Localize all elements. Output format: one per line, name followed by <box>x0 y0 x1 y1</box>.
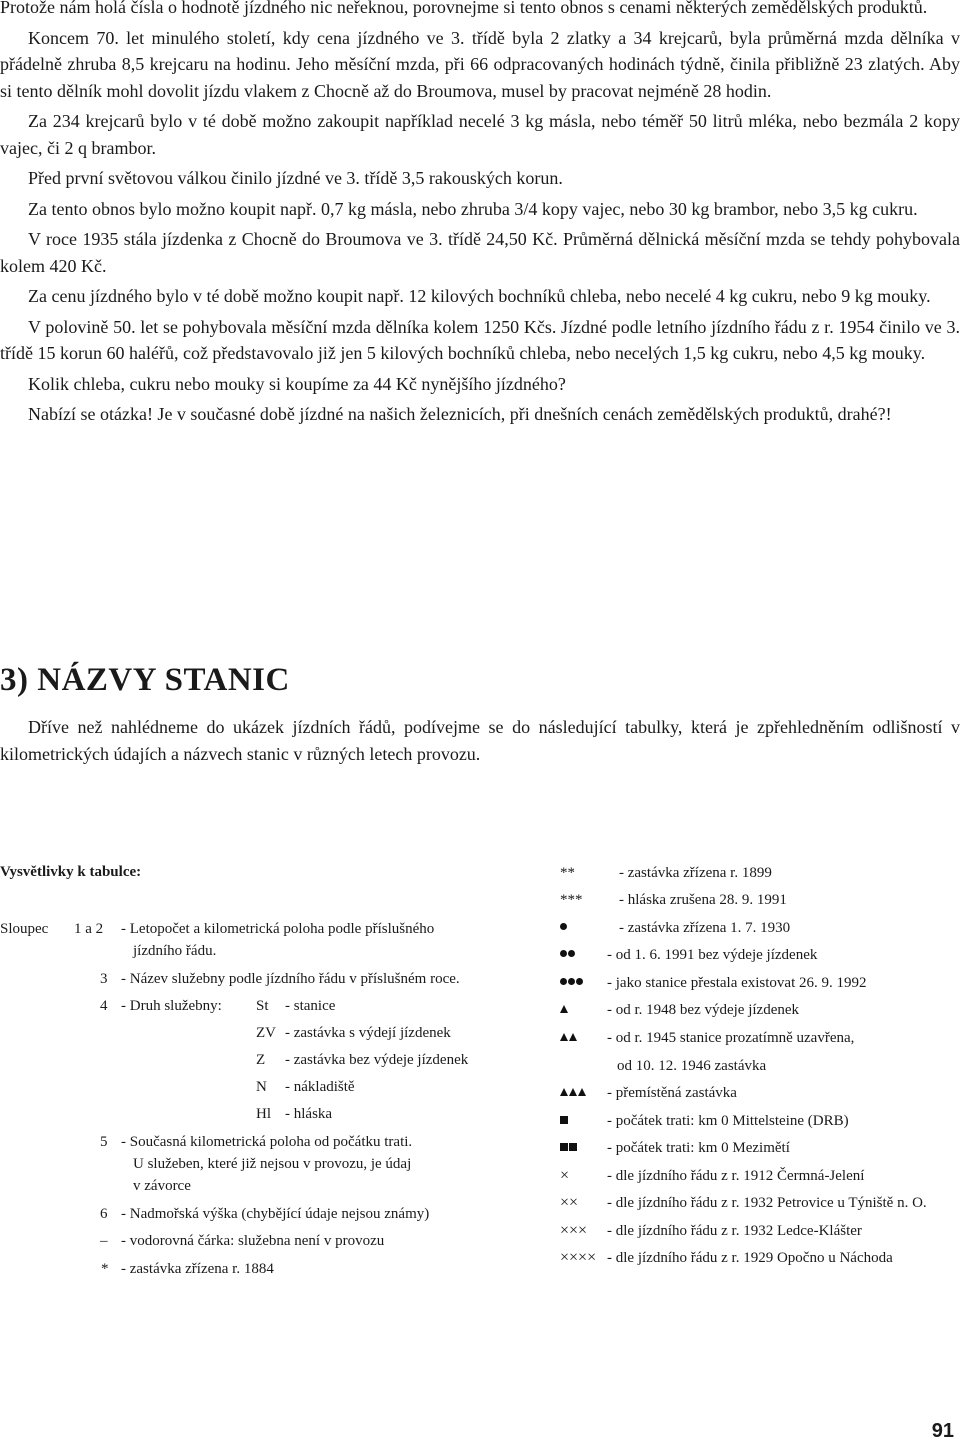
square-symbol <box>560 1112 610 1130</box>
symbol-desc: - počátek trati: km 0 Mittelsteine (DRB) <box>607 1113 849 1129</box>
dash-symbol: – <box>100 1233 108 1249</box>
station-type-code: Hl <box>256 1106 271 1122</box>
symbol-desc: - hláska zrušena 28. 9. 1991 <box>619 892 787 908</box>
paragraph: V roce 1935 stála jízdenka z Chocně do Broumova ve 3. třídě 24,50 Kč. Průměrná dělnická měsíční mzda se tehdy pohybovala kolem 420 Kč. <box>0 229 960 276</box>
triple-cross-symbol: ××× <box>560 1222 588 1239</box>
triple-triangle-symbol <box>560 1084 610 1102</box>
legend-column-word: Sloupec <box>0 921 49 937</box>
symbol-desc: - jako stanice přestala existovat 26. 9. 1992 <box>607 975 867 991</box>
legend-col-text: U služeben, které již nejsou v provozu, je údaj <box>133 1156 412 1172</box>
paragraph: Za cenu jízdného bylo v té době možno koupit např. 12 kilových bochníků chleba, nebo necelé 4 kg cukru, nebo 9 kg mouky. <box>28 286 931 306</box>
double-cross-symbol: ×× <box>560 1194 579 1211</box>
legend-col-text: - Název služebny podle jízdního řádu v příslušném roce. <box>121 971 460 987</box>
legend-col-num: 1 a 2 <box>74 921 104 937</box>
symbol-desc: - přemístěná zastávka <box>607 1085 737 1101</box>
cross-symbol: × <box>560 1167 570 1184</box>
paragraph: Nabízí se otázka! Je v současné době jízdné na našich železnicích, při dnešních cenách zemědělských produktů, drahé?! <box>28 404 892 424</box>
quadruple-cross-symbol: ×××× <box>560 1249 597 1266</box>
station-type-desc: - stanice <box>285 998 336 1014</box>
body-text <box>0 0 960 432</box>
legend-col-text: - Nadmořská výška (chybějící údaje nejsou známy) <box>121 1206 430 1222</box>
paragraph: Protože nám holá čísla o hodnotě jízdného nic neřeknou, porovnejme si tento obnos s cenami některých zemědělských produktů. <box>0 0 928 17</box>
legend-col-text: - Současná kilometrická poloha od počátku trati. <box>121 1134 413 1150</box>
section-heading: 3) NÁZVY STANIC <box>0 662 290 698</box>
double-triangle-symbol <box>560 1029 610 1047</box>
symbol-desc: - zastávka zřízena r. 1899 <box>619 865 772 881</box>
station-type-code: ZV <box>256 1025 276 1041</box>
legend-col-text: - zastávka zřízena r. 1884 <box>121 1261 274 1277</box>
station-type-desc: - zastávka s výdejí jízdenek <box>285 1025 451 1041</box>
paragraph: Za tento obnos bylo možno koupit např. 0,7 kg másla, nebo zhruba 3/4 kopy vajec, nebo 30 kg brambor, nebo 3,5 kg cukru. <box>28 198 918 219</box>
paragraph: Kolik chleba, cukru nebo mouky si koupíme za 44 Kč nynějšího jízdného? <box>28 373 566 394</box>
triple-dot-symbol <box>560 974 610 992</box>
legend-col-text: - Druh služebny: <box>121 998 222 1014</box>
legend-col-text: - vodorovná čárka: služebna není v provozu <box>121 1233 385 1249</box>
symbol-desc: - od 1. 6. 1991 bez výdeje jízdenek <box>607 947 818 963</box>
symbol-desc: - od r. 1948 bez výdeje jízdenek <box>607 1002 800 1018</box>
symbol-desc: - dle jízdního řádu z r. 1929 Opočno u Náchoda <box>607 1250 893 1266</box>
double-square-symbol <box>560 1139 610 1157</box>
double-dot-symbol <box>560 946 610 964</box>
paragraph: V polovině 50. let se pohybovala měsíční mzda dělníka kolem 1250 Kčs. Jízdné podle letního jízdního řádu z r. 1954 činilo ve 3. třídě 15 korun 60 haléřů, což představovalo již jen 5 kilových bochníků chleba, nebo necelých 1,5 kg cukru, nebo 4,5 kg mouky. <box>0 316 960 363</box>
station-type-code: Z <box>256 1052 266 1068</box>
section-intro: Dříve než nahlédneme do ukázek jízdních řádů, podívejme se do následující tabulky, která je zpřehledněním odlišností v kilometrických údajích a názvech stanic v různých letech provozu. <box>0 717 960 764</box>
symbol-desc: od 10. 12. 1946 zastávka <box>617 1058 767 1074</box>
triple-asterisk-symbol: *** <box>560 892 583 908</box>
page-number: 91 <box>931 1420 954 1442</box>
symbol-desc: - dle jízdního řádu z r. 1912 Čermná-Jelení <box>607 1168 865 1184</box>
legend-col-num: 6 <box>100 1206 108 1222</box>
legend-col-text: jízdního řádu. <box>133 943 217 959</box>
symbol-desc: - dle jízdního řádu z r. 1932 Ledce-Klášter <box>607 1223 862 1239</box>
station-type-desc: - zastávka bez výdeje jízdenek <box>285 1052 469 1068</box>
legend-col-text: - Letopočet a kilometrická poloha podle příslušného <box>121 921 435 937</box>
double-asterisk-symbol: ** <box>560 865 575 881</box>
symbol-desc: - počátek trati: km 0 Mezimětí <box>607 1140 790 1156</box>
symbol-desc: - od r. 1945 stanice prozatímně uzavřena, <box>607 1030 855 1046</box>
paragraph: Před první světovou válkou činilo jízdné ve 3. třídě 3,5 rakouských korun. <box>28 168 563 188</box>
station-type-desc: - hláska <box>285 1106 333 1122</box>
legend-col-num: 4 <box>100 998 108 1014</box>
dot-symbol <box>560 919 610 937</box>
triangle-symbol <box>560 1001 610 1019</box>
paragraph: Za 234 krejcarů bylo v té době možno zakoupit například necelé 3 kg másla, nebo téměř 50 litrů mléka, nebo bezmála 2 kopy vajec, či 2 q brambor. <box>0 111 960 158</box>
symbol-legend <box>560 864 960 1294</box>
station-type-code: N <box>256 1079 267 1095</box>
station-type-code: St <box>256 998 269 1014</box>
star-symbol: * <box>101 1261 109 1277</box>
legend-col-num: 5 <box>100 1134 108 1150</box>
legend-col-num: 3 <box>100 971 108 987</box>
legend-title: Vysvětlivky k tabulce: <box>0 864 142 880</box>
legend-col-text: v závorce <box>133 1178 191 1194</box>
paragraph: Koncem 70. let minulého století, kdy cena jízdného ve 3. třídě byla 2 zlatky a 34 krejcarů, byla průměrná mzda dělníka v přádelně zhruba 8,5 krejcaru na hodinu. Jeho měsíční mzda, při 66 odpracovaných hodinách týdně, činila přibližně 23 zlatých. Aby si tento dělník mohl dovolit jízdu vlakem z Chocně až do Broumova, musel by pracovat nejméně 28 hodin. <box>0 27 960 101</box>
symbol-desc: - zastávka zřízena 1. 7. 1930 <box>619 920 791 936</box>
symbol-desc: - dle jízdního řádu z r. 1932 Petrovice u Týniště n. O. <box>607 1195 927 1211</box>
station-type-desc: - nákladiště <box>285 1079 355 1095</box>
legend-columns <box>0 920 540 1290</box>
